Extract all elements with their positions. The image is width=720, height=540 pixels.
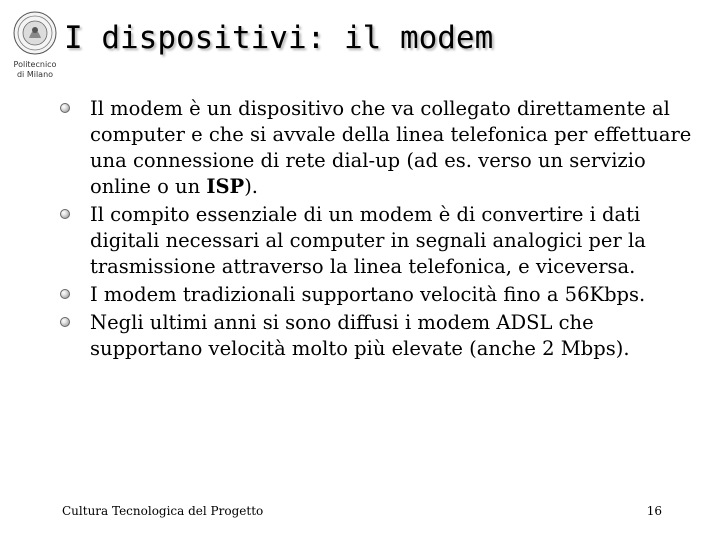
bullet-item-2 [60, 202, 700, 280]
logo-text-line-2: di Milano [16, 70, 54, 79]
bullet-item-4 [60, 310, 700, 362]
footer-course-name: Cultura Tecnologica del Progetto [62, 504, 264, 518]
bullet-dot-icon [60, 209, 70, 219]
university-seal-icon [8, 10, 62, 58]
bullet-dot-icon [60, 103, 70, 113]
politecnico-logo [4, 10, 66, 90]
slide-title: I dispositivi: il modem [64, 20, 494, 56]
bullet-item-3 [60, 282, 700, 308]
bullet-dot-icon [60, 289, 70, 299]
bullet-text-2: Il compito essenziale di un modem è di convertire i dati digitali necessari al computer in segnali analogici per la trasmissione attraverso la linea telefonica, e viceversa. [90, 203, 646, 278]
bullet-text-3: I modem tradizionali supportano velocità fino a 56Kbps. [90, 283, 646, 306]
bullet-list [60, 96, 700, 364]
bullet-text-1: Il modem è un dispositivo che va collegato direttamente al computer e che si avvale della linea telefonica per effettuare una connessione di rete dial-up (ad es. verso un servizio online o un [90, 97, 692, 198]
bullet-text-4: Negli ultimi anni si sono diffusi i modem ADSL che supportano velocità molto più elevate (anche 2 Mbps). [90, 311, 630, 360]
bullet-item-1 [60, 96, 700, 200]
bullet-text-1-bold: ISP [206, 175, 245, 198]
bullet-text-1-end: ). [244, 175, 259, 198]
logo-text-line-1: Politecnico [13, 60, 57, 69]
footer-page-number: 16 [646, 504, 662, 518]
bullet-dot-icon [60, 317, 70, 327]
